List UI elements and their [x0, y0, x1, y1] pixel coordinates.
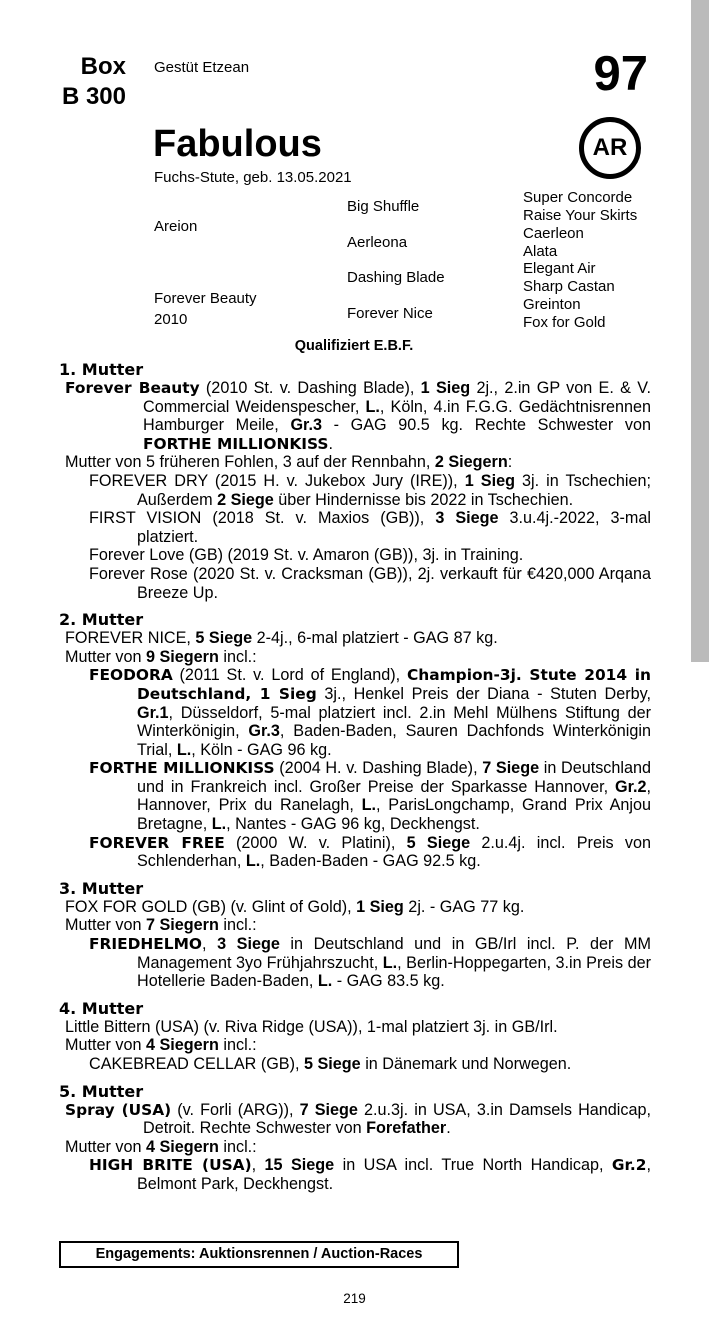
text-run: 5 Siege — [406, 833, 471, 852]
produce-summary — [65, 453, 651, 472]
text-run: Mutter von — [65, 647, 146, 666]
produce-summary — [65, 1138, 651, 1157]
box-label — [58, 52, 126, 112]
text-run: L. — [361, 796, 377, 815]
text-run: in Dänemark und Norwegen. — [360, 1055, 572, 1073]
text-run: in Deutschland und in GB/Irl incl. P. der MM Management 3yo Frühjahrszucht, — [137, 935, 651, 972]
text-run: 2-4j., 6-mal platziert - GAG 87 kg. — [252, 629, 498, 648]
section-heading: 5. Mutter — [59, 1081, 144, 1101]
text-run: Spray (USA) — [65, 1100, 172, 1119]
text-run: , Baden-Baden - GAG 92.5 kg. — [260, 852, 481, 871]
pedigree-great-grandparent: Fox for Gold — [523, 314, 606, 331]
text-run: Mutter von — [65, 916, 146, 935]
text-run: 7 Siegern — [145, 916, 219, 935]
text-run: Gr.3 — [248, 722, 280, 741]
text-run: L. — [176, 740, 192, 759]
text-run: FRIEDHELMO — [89, 935, 202, 954]
pedigree-dam-year: 2010 — [154, 311, 188, 328]
text-run: (2011 St. v. Lord of England), — [172, 666, 407, 685]
text-run: 2j., 2.in GP von E. & V. Commercial Weidenspescher, — [143, 379, 652, 416]
text-run: , Hannover, Prix du Ranelagh, — [137, 777, 651, 815]
pedigree-great-grandparent: Super Concorde — [523, 189, 633, 206]
text-run: 1 Sieg — [464, 471, 515, 490]
box-line-1: Box — [80, 53, 126, 80]
text-run: FOREVER FREE — [89, 833, 225, 852]
text-run: (2004 H. v. Dashing Blade), — [274, 759, 483, 778]
text-run: 1 Sieg — [420, 379, 471, 397]
text-run: incl.: — [218, 1036, 257, 1055]
text-run: incl.: — [218, 916, 257, 935]
section-heading: 2. Mutter — [59, 610, 144, 630]
text-run: 7 Siege — [299, 1100, 358, 1119]
offspring-entry: Forever Rose (2020 St. v. Cracksman (GB)), 2j. verkauft für €420,000 Arqana Breeze Up. — [89, 564, 651, 602]
text-run: Mutter von 5 früheren Fohlen, 3 auf der Rennbahn, — [65, 453, 435, 472]
offspring-entry — [89, 509, 651, 546]
text-run: L. — [317, 972, 333, 991]
text-run: 5 Siege — [304, 1055, 361, 1073]
text-run: Forever Beauty — [65, 379, 200, 397]
text-run: 2.u.3j. in USA, 3.in Damsels Handicap, Detroit. Rechte Schwester von — [143, 1100, 651, 1138]
text-run: 3j. in Tschechien; Außerdem — [137, 471, 652, 509]
pedigree-great-grandparent: Elegant Air — [523, 260, 596, 277]
text-run: 1 Sieg — [356, 897, 404, 916]
text-run: 2 Siegern — [434, 453, 508, 472]
engagements-box: Engagements: Auktionsrennen / Auction-Races — [59, 1241, 459, 1268]
qualification: Qualifiziert E.B.F. — [294, 338, 414, 354]
text-run: 3 Siege — [435, 509, 499, 528]
offspring-entry — [89, 759, 651, 833]
text-run: , Düsseldorf, 5-mal platziert incl. 2.in Mehl Mülhens Stiftung der Winterkönigin, — [137, 703, 651, 741]
text-run: . — [328, 434, 333, 453]
pedigree-sire: Areion — [154, 218, 198, 235]
text-run: incl.: — [218, 647, 257, 666]
pedigree-grandparent: Forever Nice — [347, 305, 433, 322]
text-run: FOREVER NICE, — [65, 629, 196, 648]
text-run: 4 Siegern — [145, 1137, 219, 1156]
text-run: L. — [245, 852, 261, 871]
offspring-entry — [89, 1156, 651, 1193]
text-run: Gr.1 — [137, 703, 169, 722]
dam-entry: Little Bittern (USA) (v. Riva Ridge (USA)), 1-mal platziert 3j. in GB/Irl. — [65, 1017, 558, 1036]
text-run: , Köln - GAG 96 kg. — [191, 740, 332, 759]
text-run: , — [201, 935, 218, 954]
text-run: (2000 W. v. Platini), — [224, 833, 407, 852]
text-run: Gr.2 — [611, 1156, 647, 1175]
horse-name: Fabulous — [153, 123, 322, 165]
offspring-entry — [89, 472, 651, 509]
text-run: 3j., Henkel Preis der Diana - Stuten Derby, — [316, 684, 651, 703]
text-run: (2010 St. v. Dashing Blade), — [199, 379, 421, 397]
text-run: 2 Siege — [217, 490, 274, 509]
text-run: 15 Siege — [264, 1156, 335, 1175]
section-heading: 1. Mutter — [59, 360, 144, 379]
pedigree-grandparent: Aerleona — [347, 234, 408, 251]
dam-entry — [65, 379, 651, 453]
scrollbar-thumb[interactable] — [691, 0, 709, 662]
text-run: 3.u.4j.-2022, 3-mal platziert. — [137, 509, 652, 546]
text-run: FORTHE MILLIONKISS — [143, 434, 329, 453]
produce-summary — [65, 648, 651, 667]
text-run: in USA incl. True North Handicap, — [334, 1156, 612, 1175]
text-run: , Köln, 4.in F.G.G. Gedächtnisrennen Hamburger Meile, — [143, 397, 651, 435]
text-run: über Hindernisse bis 2022 in Tschechien. — [273, 490, 574, 509]
text-run: 2j. - GAG 77 kg. — [403, 897, 525, 916]
horse-description: Fuchs-Stute, geb. 13.05.2021 — [154, 169, 352, 186]
text-run: FOX FOR GOLD (GB) (v. Glint of Gold), — [65, 897, 357, 916]
text-run: , Berlin-Hoppegarten, 3.in Preis der Hotellerie Baden-Baden, — [137, 953, 651, 991]
pedigree-great-grandparent: Sharp Castan — [523, 278, 615, 295]
text-run: Mutter von — [65, 1036, 146, 1055]
pedigree-dam: Forever Beauty — [154, 290, 257, 307]
text-run: in Deutschland und in Frankreich incl. Großer Preise der Sparkasse Hannover, — [137, 759, 651, 796]
breeder: Gestüt Etzean — [154, 59, 250, 76]
family-section — [59, 360, 651, 1194]
dam-entry — [65, 898, 651, 917]
ar-badge-text: AR — [592, 134, 628, 161]
dam-entry — [65, 1101, 651, 1138]
text-run: - GAG 83.5 kg. — [332, 972, 445, 991]
text-run: 9 Siegern — [145, 647, 219, 666]
text-run: . — [446, 1119, 451, 1138]
text-run: , ParisLongchamp, Grand Prix Anjou Bretagne, — [137, 796, 652, 834]
offspring-entry: Forever Love (GB) (2019 St. v. Amaron (GB)), 3j. in Training. — [89, 546, 524, 565]
text-run: FIRST VISION (2018 St. v. Maxios (GB)), — [89, 509, 436, 528]
text-run: 3 Siege — [217, 935, 280, 954]
lot-number: 97 — [593, 47, 648, 101]
text-run: , — [251, 1156, 265, 1175]
text-run: FOREVER DRY (2015 H. v. Jukebox Jury (IRE)), — [89, 471, 465, 490]
text-run: Gr.2 — [615, 777, 647, 796]
text-run: - GAG 90.5 kg. Rechte Schwester von — [321, 416, 651, 435]
text-run: incl.: — [218, 1137, 257, 1156]
text-run: 7 Siege — [482, 759, 540, 778]
pedigree-great-grandparent: Caerleon — [523, 225, 584, 242]
produce-summary — [65, 1036, 651, 1055]
text-run: , Nantes - GAG 96 kg, Deckhengst. — [226, 815, 480, 834]
text-run: FORTHE MILLIONKISS — [89, 759, 275, 778]
text-run: Champion-3j. Stute 2014 in Deutschland, 1 Sieg — [137, 666, 651, 703]
offspring-entry — [89, 834, 651, 871]
text-run: , Baden-Baden, Sauren Dachfonds Winterkönigin Trial, — [137, 722, 651, 759]
text-run: : — [507, 453, 513, 472]
text-run: 2.u.4j. incl. Preis von Schlenderhan, — [137, 833, 651, 871]
pedigree-great-grandparent: Greinton — [523, 296, 581, 313]
text-run: Forefather — [366, 1119, 447, 1138]
text-run: L. — [365, 397, 380, 416]
text-run: Mutter von — [65, 1137, 146, 1156]
pedigree-great-grandparent: Raise Your Skirts — [523, 207, 638, 224]
section-heading: 4. Mutter — [59, 998, 144, 1018]
section-heading: 3. Mutter — [59, 878, 144, 898]
offspring-entry — [89, 1055, 651, 1074]
offspring-entry — [89, 666, 651, 759]
pedigree-grandparent: Dashing Blade — [347, 269, 445, 286]
text-run: , Belmont Park, Deckhengst. — [137, 1156, 651, 1193]
text-run: (v. Forli (ARG)), — [171, 1100, 300, 1119]
text-run: 5 Siege — [195, 629, 253, 648]
text-run: Gr.3 — [290, 416, 322, 435]
page-number: 219 — [343, 1291, 366, 1306]
pedigree-great-grandparent: Alata — [523, 243, 558, 260]
ar-badge-icon — [579, 117, 641, 179]
produce-summary — [65, 916, 651, 935]
offspring-entry — [89, 935, 651, 991]
dam-entry — [65, 629, 651, 648]
text-run: L. — [211, 815, 227, 834]
pedigree-grandparent: Big Shuffle — [347, 198, 420, 215]
text-run: FEODORA — [89, 666, 173, 685]
text-run: 4 Siegern — [145, 1036, 219, 1055]
text-run: CAKEBREAD CELLAR (GB), — [89, 1055, 304, 1073]
text-run: HIGH BRITE (USA) — [89, 1156, 252, 1175]
text-run: L. — [382, 953, 398, 972]
box-number: B 300 — [61, 83, 126, 110]
